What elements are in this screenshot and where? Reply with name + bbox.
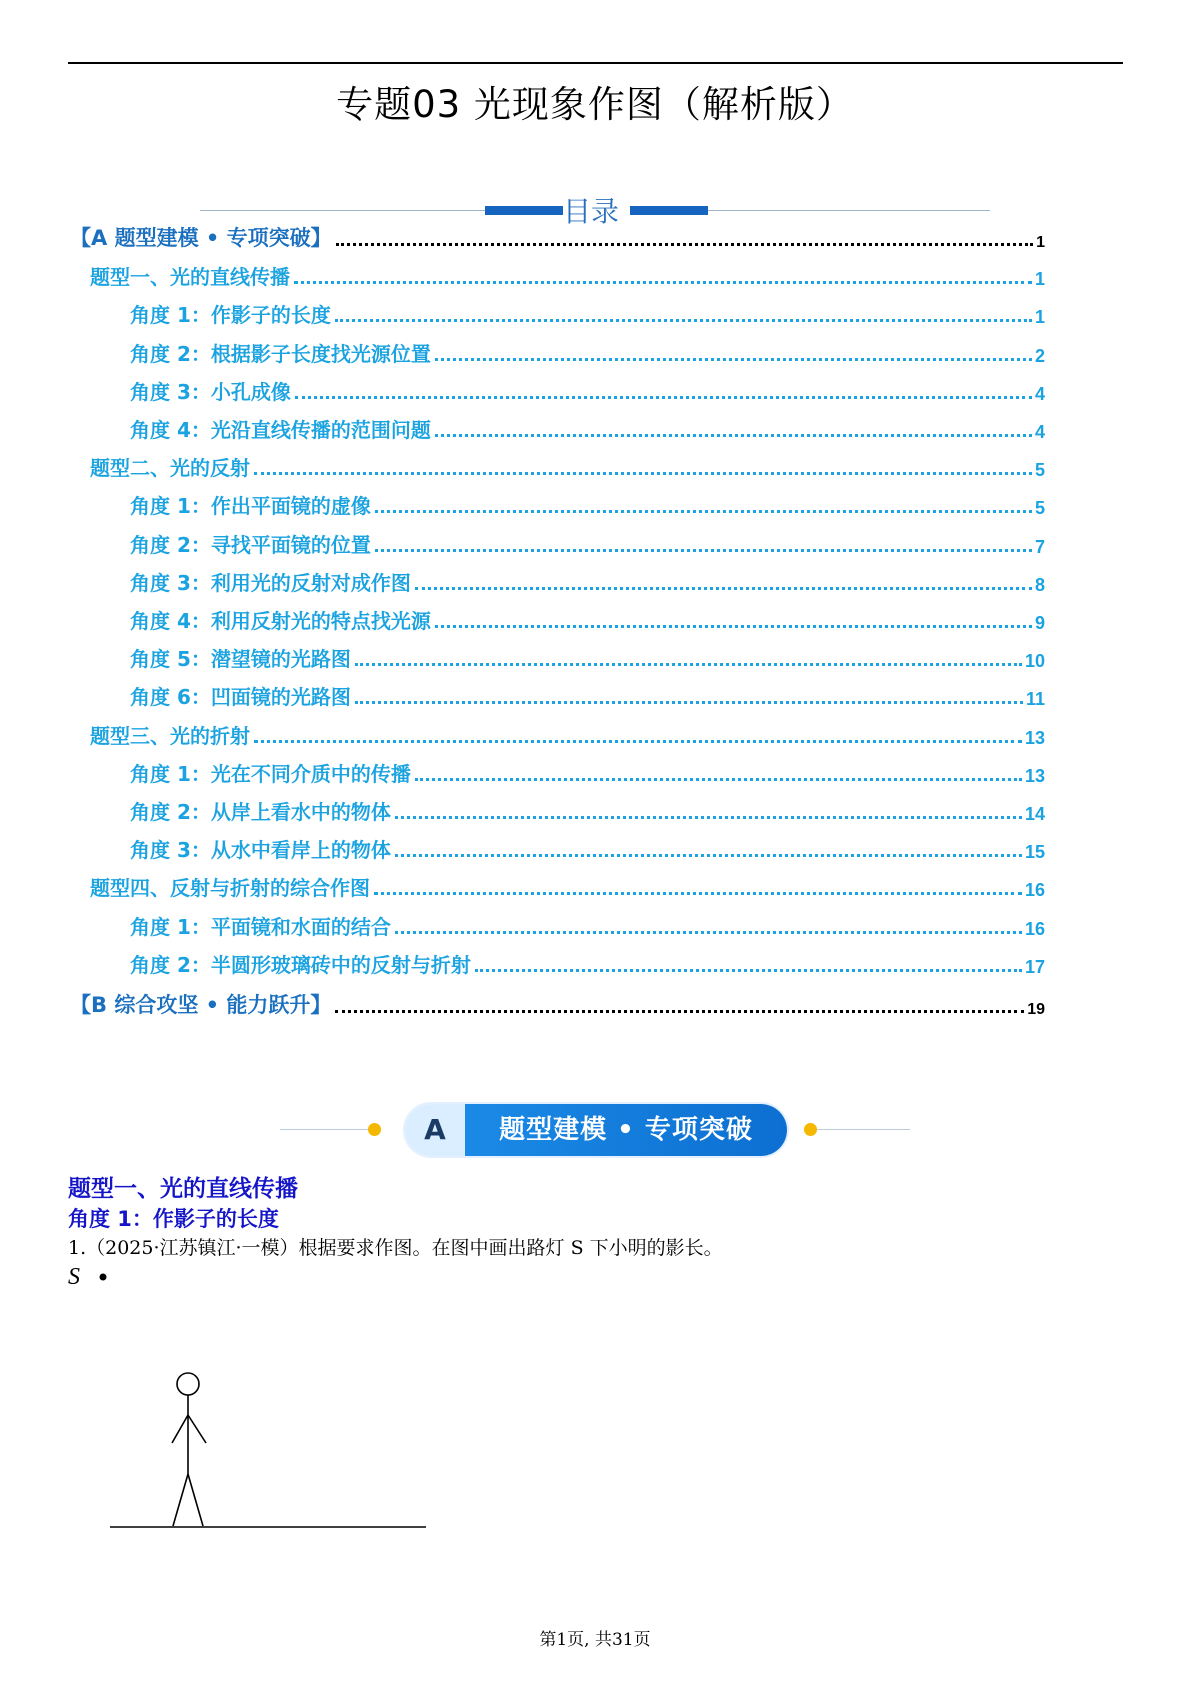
toc-entry[interactable] [70, 989, 1045, 1019]
toc-leader-dots [355, 701, 1023, 704]
toc-entry-label: 题型四、反射与折射的综合作图 [90, 876, 370, 901]
question-text: 1.（2025·江苏镇江·一模）根据要求作图。在图中画出路灯 S 下小明的影长。 [68, 1237, 723, 1259]
toc-entry-label: 角度 4：光沿直线传播的范围问题 [130, 418, 431, 442]
toc-entry-label: 角度 1：作影子的长度 [130, 303, 331, 328]
light-source-dot [100, 1274, 107, 1281]
toc-header-bar-left [485, 206, 563, 215]
toc-entry-label: 角度 5：潜望镜的光路图 [130, 647, 351, 672]
toc-entry-label: 角度 2：寻找平面镜的位置 [130, 532, 371, 557]
toc-entry[interactable] [70, 298, 1045, 328]
toc-entry[interactable] [70, 528, 1045, 558]
toc-entry-page: 8 [1034, 574, 1045, 595]
toc-entry-page: 17 [1024, 956, 1045, 977]
light-source-label: S [68, 1264, 80, 1290]
toc-leader-dots [335, 1010, 1024, 1013]
person-stick-figure [172, 1373, 206, 1526]
toc-leader-dots [435, 625, 1032, 628]
banner-text: 题型建模 • 专项突破 [499, 1115, 753, 1145]
toc-leader-dots [435, 358, 1032, 361]
toc-header-line-left [200, 210, 485, 211]
banner-line-right [817, 1129, 910, 1130]
toc-entry-page: 10 [1024, 651, 1045, 672]
toc-entry[interactable] [70, 604, 1045, 634]
toc-entry-label: 题型三、光的折射 [90, 723, 250, 748]
toc-entry-label: 角度 3：利用光的反射对成作图 [130, 570, 411, 595]
toc-entry[interactable] [70, 757, 1045, 787]
toc-leader-dots [395, 931, 1022, 934]
toc-heading: 目录 [563, 195, 620, 228]
banner-letter: A [424, 1113, 446, 1146]
toc-entry-page: 9 [1034, 613, 1045, 633]
toc-entry-label: 角度 1：平面镜和水面的结合 [130, 914, 391, 939]
toc-entry-label: 题型二、光的反射 [90, 456, 250, 481]
toc-entry-page: 19 [1027, 1001, 1045, 1018]
toc-entry-label: 角度 3：从水中看岸上的物体 [130, 838, 391, 863]
section-banner [280, 1100, 910, 1160]
toc-leader-dots [335, 319, 1032, 322]
toc-entry[interactable] [70, 375, 1045, 405]
toc-leader-dots [355, 663, 1022, 666]
toc-leader-dots [254, 740, 1022, 743]
street-light-figure [60, 1260, 460, 1540]
toc-entry-label: 角度 3：小孔成像 [130, 379, 291, 404]
sub-heading: 角度 1：作影子的长度 [68, 1207, 279, 1231]
toc-entry[interactable] [70, 871, 1045, 901]
toc-entry[interactable] [70, 910, 1045, 940]
toc-leader-dots [295, 396, 1032, 399]
person-arm-right [188, 1415, 206, 1443]
toc-entry-label: 角度 6：凹面镜的光路图 [130, 685, 351, 710]
toc-entry[interactable] [70, 642, 1045, 672]
toc-leader-dots [435, 434, 1032, 437]
toc-entry[interactable] [70, 260, 1045, 290]
toc-entry-label: 【A 题型建模 • 专项突破】 [70, 226, 332, 250]
toc-entry-label: 角度 2：从岸上看水中的物体 [130, 800, 391, 824]
toc-leader-dots [395, 816, 1022, 819]
toc-leader-dots [336, 243, 1033, 246]
person-arm-left [172, 1415, 188, 1443]
banner-dot-left [368, 1123, 381, 1136]
toc-entry-page: 15 [1024, 842, 1045, 863]
toc-entry[interactable] [70, 413, 1045, 443]
toc-entry-page: 13 [1024, 765, 1045, 786]
section-heading: 题型一、光的直线传播 [68, 1176, 298, 1202]
toc-entry-label: 角度 2：根据影子长度找光源位置 [130, 341, 431, 366]
toc-entry[interactable] [70, 948, 1045, 978]
toc-entry[interactable] [70, 719, 1045, 749]
toc-entry[interactable] [70, 451, 1045, 481]
banner-pill [405, 1104, 787, 1156]
toc-entry[interactable] [70, 222, 1045, 252]
person-leg-left [173, 1474, 188, 1526]
toc-leader-dots [395, 854, 1022, 857]
toc-entry-page: 13 [1024, 727, 1045, 748]
toc-entry-page: 14 [1024, 804, 1045, 824]
toc-entry-page: 7 [1034, 536, 1045, 557]
toc-leader-dots [294, 281, 1032, 284]
toc-entry-label: 题型一、光的直线传播 [90, 265, 290, 290]
toc-entry-page: 11 [1025, 689, 1045, 710]
toc-entry-label: 角度 1：光在不同介质中的传播 [130, 761, 411, 786]
document-title: 专题03 光现象作图（解析版） [336, 83, 854, 126]
banner-dot-right [804, 1123, 817, 1136]
toc-entry-page: 1 [1034, 307, 1045, 328]
toc-entry[interactable] [70, 680, 1045, 710]
person-head [177, 1373, 199, 1395]
toc-entry-label: 【B 综合攻坚 • 能力跃升】 [70, 993, 332, 1017]
toc-entry-page: 4 [1034, 383, 1045, 404]
toc-entry[interactable] [70, 566, 1045, 596]
toc-entry-label: 角度 1：作出平面镜的虚像 [130, 494, 371, 519]
toc-entry-page: 1 [1034, 269, 1045, 290]
toc-header-bar-right [630, 206, 708, 215]
toc-leader-dots [375, 549, 1032, 552]
toc-entry-page: 2 [1034, 345, 1045, 366]
toc-leader-dots [375, 510, 1032, 513]
toc-leader-dots [475, 969, 1022, 972]
toc-entry[interactable] [70, 489, 1045, 519]
toc-leader-dots [254, 472, 1032, 475]
header-rule [68, 62, 1123, 64]
toc-entry-page: 5 [1034, 498, 1045, 519]
banner-line-left [280, 1129, 370, 1130]
toc-entry-page: 5 [1034, 460, 1045, 481]
toc-entry[interactable] [70, 337, 1045, 367]
toc-entry-page: 1 [1036, 234, 1045, 251]
toc-leader-dots [415, 778, 1022, 781]
toc-entry-label: 角度 4：利用反射光的特点找光源 [130, 609, 431, 633]
toc-entry-label: 角度 2：半圆形玻璃砖中的反射与折射 [130, 952, 471, 977]
toc-entry-page: 4 [1034, 422, 1045, 442]
page-footer: 第1页, 共31页 [539, 1630, 651, 1650]
toc-entry-page: 16 [1024, 880, 1045, 901]
person-leg-right [188, 1474, 203, 1526]
toc-entry[interactable] [70, 833, 1045, 863]
toc-entry[interactable] [70, 795, 1045, 825]
toc-leader-dots [415, 587, 1032, 590]
toc-entry-page: 16 [1024, 918, 1045, 939]
toc-header-line-right [708, 210, 990, 211]
toc-leader-dots [374, 892, 1022, 895]
